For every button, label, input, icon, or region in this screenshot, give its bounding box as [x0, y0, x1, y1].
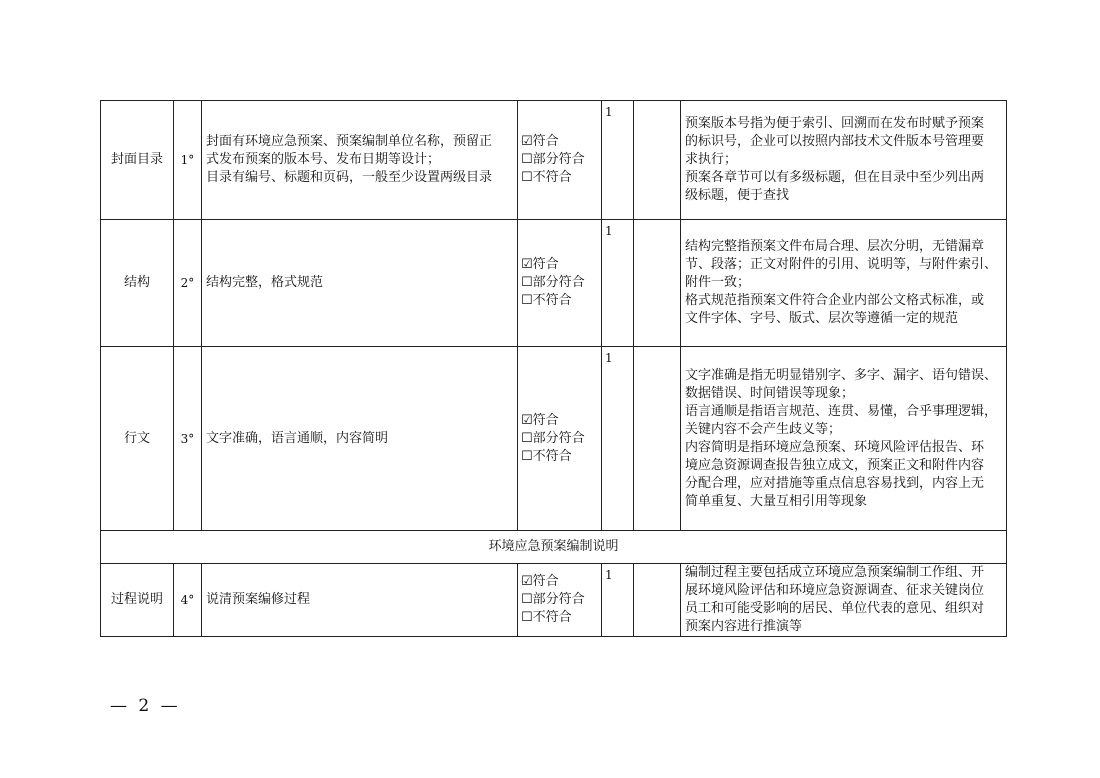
option-checkbox[interactable]: ☑符合	[521, 412, 559, 428]
row-options	[518, 347, 602, 531]
row-note	[681, 564, 1007, 637]
requirement-line: 结构完整，格式规范	[206, 275, 324, 290]
row-result[interactable]	[634, 220, 681, 347]
note-line: 预案版本号指为便于索引、回溯而在发布时赋予预案	[685, 116, 985, 131]
note-line: 语言通顺是指语言规范、连贯、易懂，合乎事理逻辑，	[685, 403, 998, 419]
note-line: 关键内容不会产生歧义等；	[685, 421, 842, 437]
review-table-body	[101, 101, 1007, 637]
note-line: 节、段落；正文对附件的引用、说明等，与附件索引、	[685, 257, 998, 272]
requirement-line: 目录有编号、标题和页码，一般至少设置两级目录	[206, 170, 493, 185]
row-requirement	[202, 220, 518, 347]
table-row	[101, 220, 1007, 347]
row-index: 2°	[174, 220, 202, 347]
option-checkbox[interactable]: ☐部分符合	[521, 592, 585, 607]
review-table	[100, 100, 1007, 637]
note-line: 简单重复、大量互相引用等现象	[685, 493, 868, 509]
note-line: 格式规范指预案文件符合企业内部公文格式标准，或	[685, 293, 985, 308]
requirement-line: 封面有环境应急预案、预案编制单位名称，预留正	[206, 134, 493, 149]
row-note	[681, 220, 1007, 347]
row-index: 1°	[174, 101, 202, 220]
note-line: 结构完整指预案文件布局合理、层次分明，无错漏章	[685, 239, 985, 254]
option-checkbox[interactable]: ☑符合	[521, 574, 559, 589]
row-index: 4°	[174, 564, 202, 637]
row-score: 1	[602, 564, 634, 637]
row-category: 行文	[101, 347, 174, 531]
note-line: 境应急资源调查报告独立成文，预案正文和附件内容	[685, 457, 985, 473]
table-row	[101, 101, 1007, 220]
note-line: 数据错误、时间错误等现象；	[685, 385, 855, 401]
option-checkbox[interactable]: ☐不符合	[521, 170, 572, 185]
row-category: 结构	[101, 220, 174, 347]
row-options	[518, 220, 602, 347]
note-line: 内容简明是指环境应急预案、环境风险评估报告、环	[685, 439, 985, 455]
option-checkbox[interactable]: ☐不符合	[521, 293, 572, 308]
row-requirement	[202, 347, 518, 531]
row-result[interactable]	[634, 564, 681, 637]
section-title: 环境应急预案编制说明	[101, 531, 1007, 564]
option-checkbox[interactable]: ☑符合	[521, 134, 559, 149]
note-line: 附件一致；	[685, 275, 751, 290]
table-row	[101, 347, 1007, 531]
option-checkbox[interactable]: ☐部分符合	[521, 152, 585, 167]
section-header-row	[101, 531, 1007, 564]
note-line: 的标识号，企业可以按照内部技术文件版本号管理要	[685, 134, 985, 149]
note-line: 预案内容进行推演等	[685, 619, 803, 634]
row-requirement	[202, 564, 518, 637]
requirement-line: 文字准确，语言通顺，内容简明	[206, 430, 389, 446]
row-category: 封面目录	[101, 101, 174, 220]
option-checkbox[interactable]: ☐部分符合	[521, 430, 585, 446]
note-line: 级标题，便于查找	[685, 188, 790, 203]
row-score: 1	[602, 347, 634, 531]
note-line: 编制过程主要包括成立环境应急预案编制工作组、开	[685, 565, 985, 580]
row-requirement	[202, 101, 518, 220]
note-line: 分配合理，应对措施等重点信息容易找到，内容上无	[685, 475, 985, 491]
row-options	[518, 101, 602, 220]
note-line: 展环境风险评估和环境应急资源调查、征求关键岗位	[685, 583, 985, 598]
option-checkbox[interactable]: ☑符合	[521, 257, 559, 272]
row-result[interactable]	[634, 101, 681, 220]
row-score: 1	[602, 220, 634, 347]
row-index: 3°	[174, 347, 202, 531]
option-checkbox[interactable]: ☐部分符合	[521, 275, 585, 290]
option-checkbox[interactable]: ☐不符合	[521, 448, 572, 464]
note-line: 文字准确是指无明显错别字、多字、漏字、语句错误、	[685, 367, 998, 383]
note-line: 求执行；	[685, 152, 738, 167]
requirement-line: 说清预案编修过程	[206, 592, 311, 607]
row-note	[681, 347, 1007, 531]
page-number: — 2 —	[110, 696, 181, 716]
note-line: 文件字体、字号、版式、层次等遵循一定的规范	[685, 311, 959, 326]
option-checkbox[interactable]: ☐不符合	[521, 610, 572, 625]
row-note	[681, 101, 1007, 220]
table-row	[101, 564, 1007, 637]
row-result[interactable]	[634, 347, 681, 531]
note-line: 预案各章节可以有多级标题，但在目录中至少列出两	[685, 170, 985, 185]
row-options	[518, 564, 602, 637]
note-line: 员工和可能受影响的居民、单位代表的意见、组织对	[685, 601, 985, 616]
row-score: 1	[602, 101, 634, 220]
row-category: 过程说明	[101, 564, 174, 637]
requirement-line: 式发布预案的版本号、发布日期等设计；	[206, 152, 441, 167]
